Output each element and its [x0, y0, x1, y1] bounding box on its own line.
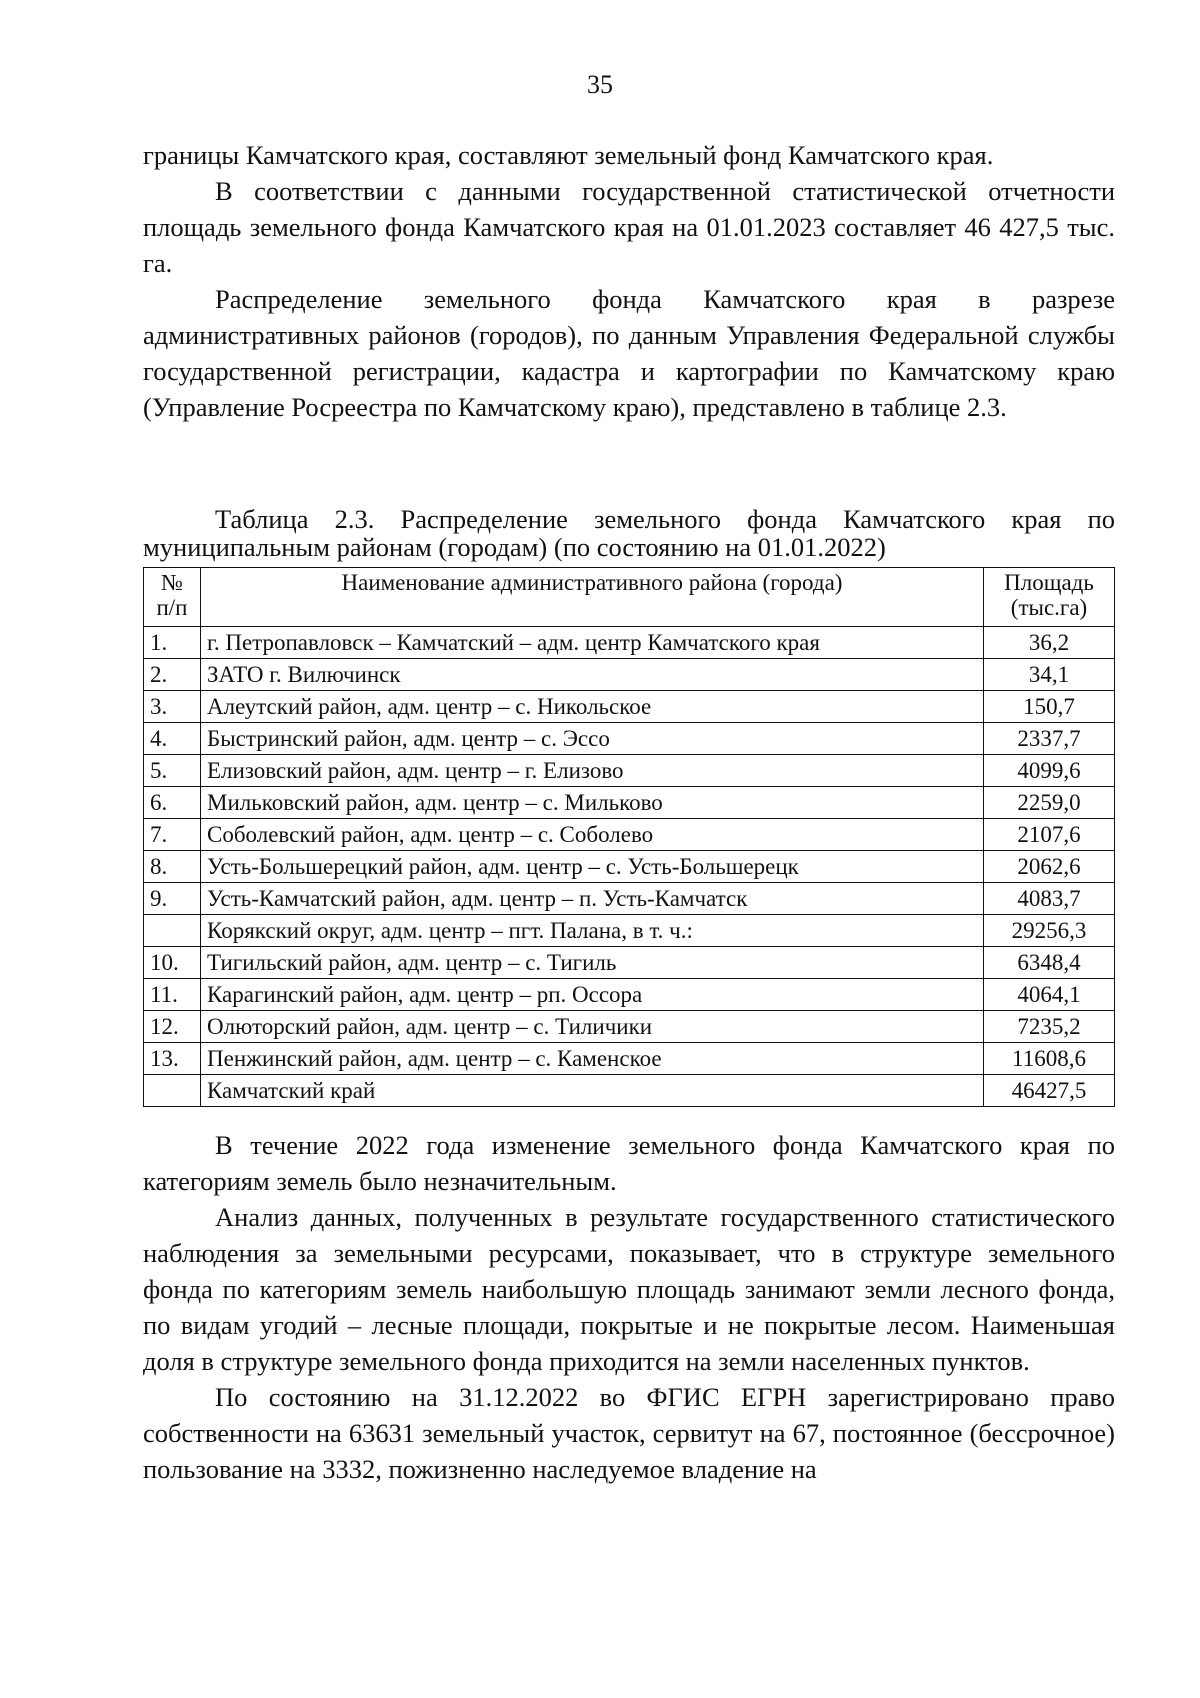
- text-block-bottom: [143, 1127, 1115, 1487]
- cell-area: 29256,3: [984, 915, 1115, 947]
- paragraph: Анализ данных, полученных в результате государственного статистического наблюдения за земельными ресурсами, показывает, что в структуре земельного фонда по категориям земель наибольшую площадь занимают земли лесного фонда, по видам угодий – лесные площади, покрытые и не покрытые лесом. Наименьшая доля в структуре земельного фонда приходится на земли населенных пунктов.: [143, 1202, 1115, 1376]
- page-number: 35: [587, 70, 613, 99]
- table-header-row: [144, 568, 1115, 627]
- cell-area: 34,1: [984, 659, 1115, 691]
- cell-number: [144, 915, 201, 947]
- cell-number: 7.: [144, 819, 201, 851]
- cell-name: Корякский округ, адм. центр – пгт. Палана, в т. ч.:: [201, 915, 984, 947]
- cell-number: 13.: [144, 1043, 201, 1075]
- table-row: [144, 1075, 1115, 1107]
- cell-number: 10.: [144, 947, 201, 979]
- land-fund-table: [143, 567, 1115, 1107]
- table-row: [144, 979, 1115, 1011]
- cell-area: 36,2: [984, 627, 1115, 659]
- cell-area: 2337,7: [984, 723, 1115, 755]
- cell-area: 4083,7: [984, 883, 1115, 915]
- cell-area: 2107,6: [984, 819, 1115, 851]
- cell-name: Усть-Камчатский район, адм. центр – п. Усть-Камчатск: [201, 883, 984, 915]
- cell-name: Тигильский район, адм. центр – с. Тигиль: [201, 947, 984, 979]
- table-row: [144, 883, 1115, 915]
- cell-name: Карагинский район, адм. центр – рп. Оссора: [201, 979, 984, 1011]
- table-row: [144, 915, 1115, 947]
- cell-number: 8.: [144, 851, 201, 883]
- table-row: [144, 947, 1115, 979]
- table-row: [144, 659, 1115, 691]
- cell-area: 6348,4: [984, 947, 1115, 979]
- header-number-line1: №: [161, 570, 183, 595]
- cell-number: 9.: [144, 883, 201, 915]
- header-number: [144, 568, 201, 627]
- cell-number: 2.: [144, 659, 201, 691]
- header-number-line2: п/п: [156, 595, 188, 620]
- cell-name: Быстринский район, адм. центр – с. Эссо: [201, 723, 984, 755]
- cell-number: 1.: [144, 627, 201, 659]
- header-name: Наименование административного района (города): [201, 568, 984, 627]
- cell-number: 11.: [144, 979, 201, 1011]
- cell-number: 6.: [144, 787, 201, 819]
- table-row: [144, 755, 1115, 787]
- cell-name: г. Петропавловск – Камчатский – адм. центр Камчатского края: [201, 627, 984, 659]
- cell-name: Камчатский край: [201, 1075, 984, 1107]
- header-area-line2: (тыс.га): [1010, 595, 1088, 620]
- cell-name: Елизовский район, адм. центр – г. Елизово: [201, 755, 984, 787]
- paragraph: По состоянию на 31.12.2022 во ФГИС ЕГРН зарегистрировано право собственности на 63631 земельный участок, сервитут на 67, постоянное (бессрочное) пользование на 3332, пожизненно наследуемое владение на: [143, 1382, 1115, 1484]
- paragraph: Распределение земельного фонда Камчатского края в разрезе административных районов (городов), по данным Управления Федеральной службы государственной регистрации, кадастра и картографии по Камчатскому краю (Управление Росреестра по Камчатскому краю), представлено в таблице 2.3.: [143, 284, 1115, 422]
- cell-name: Олюторский район, адм. центр – с. Тиличики: [201, 1011, 984, 1043]
- cell-area: 2062,6: [984, 851, 1115, 883]
- cell-number: 5.: [144, 755, 201, 787]
- table-row: [144, 691, 1115, 723]
- table-caption: Таблица 2.3. Распределение земельного фонда Камчатского края по муниципальным районам (городам) (по состоянию на 01.01.2022): [143, 504, 1115, 562]
- table-row: [144, 851, 1115, 883]
- paragraph: границы Камчатского края, составляют земельный фонд Камчатского края.: [143, 140, 994, 170]
- cell-area: 46427,5: [984, 1075, 1115, 1107]
- table-row: [144, 1043, 1115, 1075]
- table-row: [144, 723, 1115, 755]
- table-row: [144, 1011, 1115, 1043]
- cell-number: [144, 1075, 201, 1107]
- cell-area: 4064,1: [984, 979, 1115, 1011]
- cell-number: 12.: [144, 1011, 201, 1043]
- cell-area: 7235,2: [984, 1011, 1115, 1043]
- table-row: [144, 627, 1115, 659]
- cell-area: 2259,0: [984, 787, 1115, 819]
- cell-area: 4099,6: [984, 755, 1115, 787]
- paragraph: В течение 2022 года изменение земельного фонда Камчатского края по категориям земель было незначительным.: [143, 1130, 1115, 1196]
- table-row: [144, 819, 1115, 851]
- table-body: [144, 627, 1115, 1107]
- table-row: [144, 787, 1115, 819]
- cell-number: 4.: [144, 723, 201, 755]
- cell-number: 3.: [144, 691, 201, 723]
- header-area: [984, 568, 1115, 627]
- cell-name: Алеутский район, адм. центр – с. Никольское: [201, 691, 984, 723]
- cell-name: Соболевский район, адм. центр – с. Соболево: [201, 819, 984, 851]
- header-area-line1: Площадь: [1004, 570, 1094, 595]
- cell-area: 150,7: [984, 691, 1115, 723]
- cell-name: Пенжинский район, адм. центр – с. Каменское: [201, 1043, 984, 1075]
- paragraph: В соответствии с данными государственной статистической отчетности площадь земельного фонда Камчатского края на 01.01.2023 составляет 46 427,5 тыс. га.: [143, 176, 1115, 278]
- text-block-top: [143, 137, 1115, 425]
- cell-name: ЗАТО г. Вилючинск: [201, 659, 984, 691]
- cell-name: Усть-Большерецкий район, адм. центр – с. Усть-Большерецк: [201, 851, 984, 883]
- cell-area: 11608,6: [984, 1043, 1115, 1075]
- cell-name: Мильковский район, адм. центр – с. Мильково: [201, 787, 984, 819]
